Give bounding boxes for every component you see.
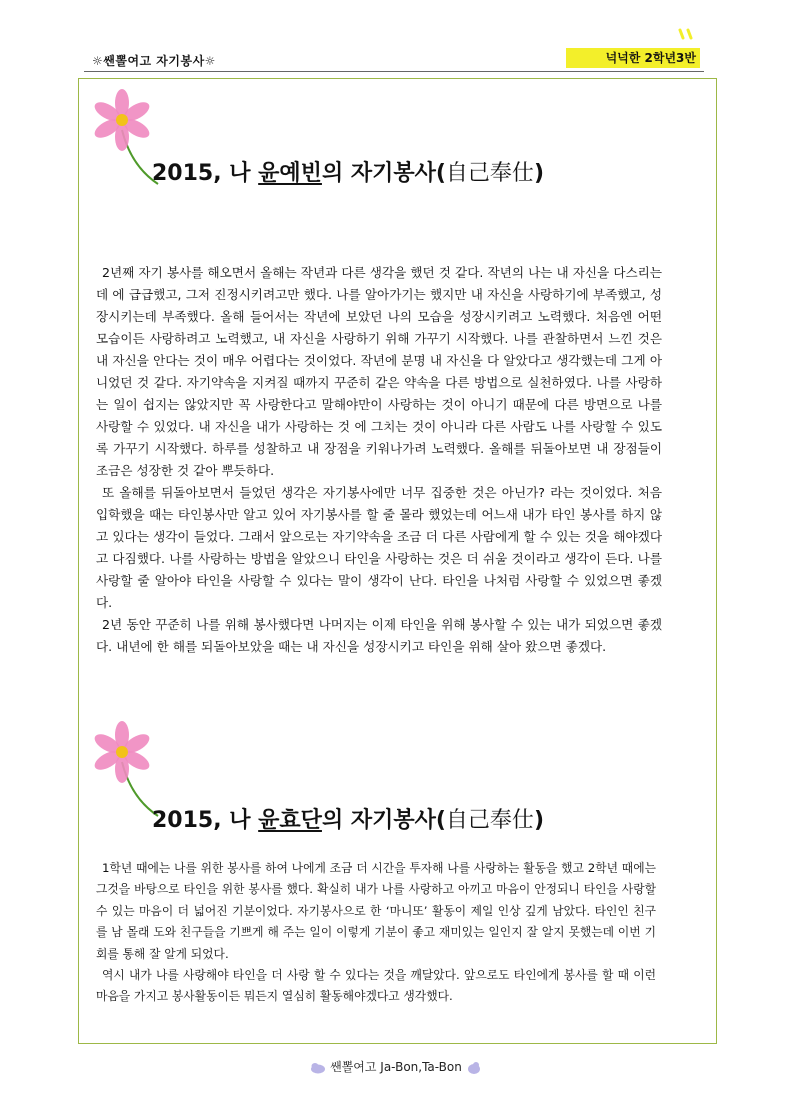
title-hanja: 自己奉仕 — [445, 161, 534, 186]
paragraph: 또 올해를 뒤돌아보면서 들었던 생각은 자기봉사에만 너무 집중한 것은 아닌가? 라는 것이었다. 처음 입학했을 때는 타인봉사만 알고 있어 자기봉사를 할 줄 몰라 했었는데 어느새 내가 타인 봉사를 하지 않고 있다는 생각이 들었다. 그래서 앞으로는 자기약속을 조금 더 다른 사람에게 할 수 있는 것을 해야겠다고 다짐했다. 나를 사랑하는 방법을 알았으니 타인을 사랑하는 것은 더 쉬울 것이라고 생각이 든다. 나를 사랑할 줄 알아야 타인을 사랑할 수 있다는 말이 생각이 난다. 타인을 나처럼 사랑할 수 있었으면 좋겠다. — [96, 485, 662, 610]
title-close: ) — [533, 161, 544, 186]
page-footer — [0, 1058, 792, 1075]
title-prefix: 2015, 나 — [152, 161, 259, 186]
author-name: 윤효단 — [258, 808, 322, 833]
sparkle-icon — [674, 28, 698, 46]
paragraph: 2년째 자기 봉사를 해오면서 올해는 작년과 다른 생각을 했던 것 같다. 작년의 나는 내 자신을 다스리는데 에 급급했고, 그저 진정시키려고만 했다. 나를 알아가기는 했지만 내 자신을 사랑하기에 부족했고, 성장시키는데 부족했다. 올해 들어서는 작년에 보았던 나의 모습을 성장시키려고 노력했다. 처음엔 어떤 모습이든 사랑하려고 노력했고, 내 자신을 사랑하기 위해 가꾸기 시작했다. 나를 관찰하면서 느낀 것은 내 자신을 안다는 것이 매우 어렵다는 것이었다. 작년에 분명 내 자신을 다 알았다고 생각했는데 그게 아니었던 것 같다. 자기약속을 지켜질 때까지 꾸준히 같은 약속을 다른 방법으로 실천하였다. 나를 사랑하는 일이 쉽지는 않았지만 꼭 사랑한다고 말해야만이 사랑하는 것이 아니기 때문에 다른 방면으로 나를 사랑할 수 있었다. 내 자신을 내가 사랑하는 것 에 그치는 것이 아니라 다른 사람도 나를 사랑할 수 있도록 가꾸기 시작했다. 하루를 성찰하고 내 장점을 키워나가려 노력했다. 올해를 뒤돌아보면 내 장점들이 조금은 성장한 것 같아 뿌듯하다. — [96, 265, 662, 478]
cloud-icon — [466, 1061, 482, 1075]
header-left-title: ☼쌘뽈여고 자기봉사☼ — [92, 54, 216, 68]
footer-text: 쌘뽈여고 Ja-Bon,Ta-Bon — [330, 1060, 462, 1074]
essay-body-1 — [96, 262, 662, 658]
title-prefix: 2015, 나 — [152, 808, 259, 833]
section-title-2 — [152, 803, 544, 834]
header-divider — [84, 71, 704, 72]
title-suffix: 의 자기봉사( — [321, 161, 446, 186]
title-suffix: 의 자기봉사( — [321, 808, 446, 833]
cloud-icon — [310, 1062, 326, 1074]
author-name: 윤예빈 — [258, 161, 322, 186]
essay-body-2 — [96, 858, 656, 1008]
paragraph: 역시 내가 나를 사랑해야 타인을 더 사랑 할 수 있다는 것을 깨달았다. 앞으로도 타인에게 봉사를 할 때 이런 마음을 가지고 봉사활동이든 뭐든지 열심히 활동해야겠다고 생각했다. — [96, 968, 656, 1004]
paragraph: 1학년 때에는 나를 위한 봉사를 하여 나에게 조금 더 시간을 투자해 나를 사랑하는 활동을 했고 2학년 때에는 그것을 바탕으로 타인을 위한 봉사를 했다. 확실히 내가 나를 사랑하고 아끼고 마음이 안정되니 타인을 사랑할 수 있는 마음이 더 넓어진 기분이었다. 자기봉사으로 한 ‘마니또’ 활동이 제일 인상 깊게 남았다. 타인인 친구를 남 몰래 도와 친구들을 기쁘게 해 주는 일이 이렇게 기분이 좋고 재미있는 일인지 잘 알지 못했는데 이번 기회를 통해 잘 알게 되었다. — [96, 861, 656, 961]
paragraph: 2년 동안 꾸준히 나를 위해 봉사했다면 나머지는 이제 타인을 위해 봉사할 수 있는 내가 되었으면 좋겠다. 내년에 한 해를 되돌아보았을 때는 내 자신을 성장시키고 타인을 위해 살아 왔으면 좋겠다. — [96, 617, 662, 654]
header-right-class: 넉넉한 2학년3반 — [566, 48, 700, 68]
section-title-1 — [152, 156, 544, 187]
title-hanja: 自己奉仕 — [445, 808, 534, 833]
title-close: ) — [533, 808, 544, 833]
